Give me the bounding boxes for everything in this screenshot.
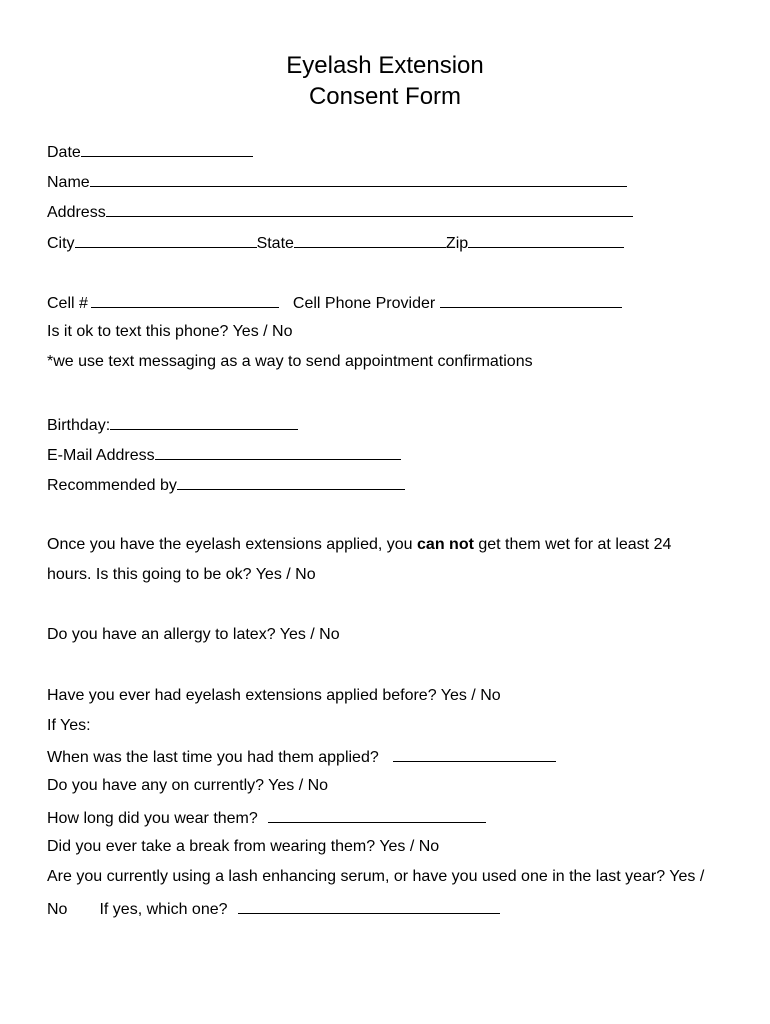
- city-label: City: [47, 235, 75, 252]
- serum-no-label: No: [47, 901, 68, 918]
- form-title-line-1: Eyelash Extension: [286, 52, 484, 79]
- name-blank[interactable]: [90, 171, 627, 187]
- name-row: [47, 171, 627, 193]
- birthday-blank[interactable]: [110, 414, 298, 430]
- form-title-line-2: Consent Form: [308, 83, 462, 110]
- name-label: Name: [47, 174, 90, 191]
- city-state-zip-row: [47, 232, 624, 254]
- state-label: State: [256, 235, 294, 252]
- cell-label: Cell #: [47, 295, 88, 312]
- birthday-row: [47, 414, 298, 436]
- serum-which-blank[interactable]: [238, 898, 500, 914]
- recommended-blank[interactable]: [177, 474, 405, 490]
- wet-question-line-1: [47, 535, 671, 555]
- date-blank[interactable]: [81, 141, 253, 157]
- break-question: Did you ever take a break from wearing them? Yes / No: [47, 838, 440, 855]
- serum-question-line-2: [47, 898, 500, 920]
- text-messaging-note: *we use text messaging as a way to send appointment confirmations: [47, 353, 533, 370]
- wet-question-text-2: get them wet for at least 24: [473, 536, 672, 553]
- recommended-row: [47, 474, 405, 496]
- serum-which-label: If yes, which one?: [99, 901, 228, 918]
- wet-question-emphasis: can not: [417, 536, 474, 553]
- last-applied-row: [47, 746, 556, 768]
- zip-blank[interactable]: [468, 232, 624, 248]
- text-ok-question: Is it ok to text this phone? Yes / No: [47, 323, 293, 340]
- how-long-label: How long did you wear them?: [47, 810, 258, 827]
- birthday-label: Birthday:: [47, 417, 111, 434]
- currently-wearing-question: Do you have any on currently? Yes / No: [47, 777, 329, 794]
- address-label: Address: [47, 204, 106, 221]
- city-blank[interactable]: [75, 232, 257, 248]
- had-extensions-question: Have you ever had eyelash extensions applied before? Yes / No: [47, 687, 501, 704]
- wet-question-line-2: hours. Is this going to be ok? Yes / No: [47, 566, 316, 583]
- cell-provider-label: Cell Phone Provider: [292, 295, 436, 312]
- state-blank[interactable]: [294, 232, 446, 248]
- last-applied-label: When was the last time you had them applied?: [47, 749, 379, 766]
- zip-label: Zip: [445, 235, 469, 252]
- email-row: [47, 444, 401, 466]
- latex-allergy-question: Do you have an allergy to latex? Yes / No: [47, 626, 340, 643]
- date-row: [47, 141, 253, 163]
- date-label: Date: [47, 144, 81, 161]
- email-blank[interactable]: [155, 444, 401, 460]
- how-long-blank[interactable]: [268, 807, 486, 823]
- cell-row: [47, 292, 622, 314]
- cell-blank[interactable]: [91, 292, 279, 308]
- email-label: E-Mail Address: [47, 447, 155, 464]
- serum-question-line-1: Are you currently using a lash enhancing serum, or have you used one in the last year? Yes /: [47, 868, 705, 885]
- address-row: [47, 201, 633, 223]
- recommended-label: Recommended by: [47, 477, 177, 494]
- cell-provider-blank[interactable]: [440, 292, 622, 308]
- how-long-row: [47, 807, 486, 829]
- last-applied-blank[interactable]: [393, 746, 556, 762]
- if-yes-label: If Yes:: [47, 717, 91, 734]
- address-blank[interactable]: [106, 201, 633, 217]
- wet-question-text-1: Once you have the eyelash extensions applied, you: [47, 536, 418, 553]
